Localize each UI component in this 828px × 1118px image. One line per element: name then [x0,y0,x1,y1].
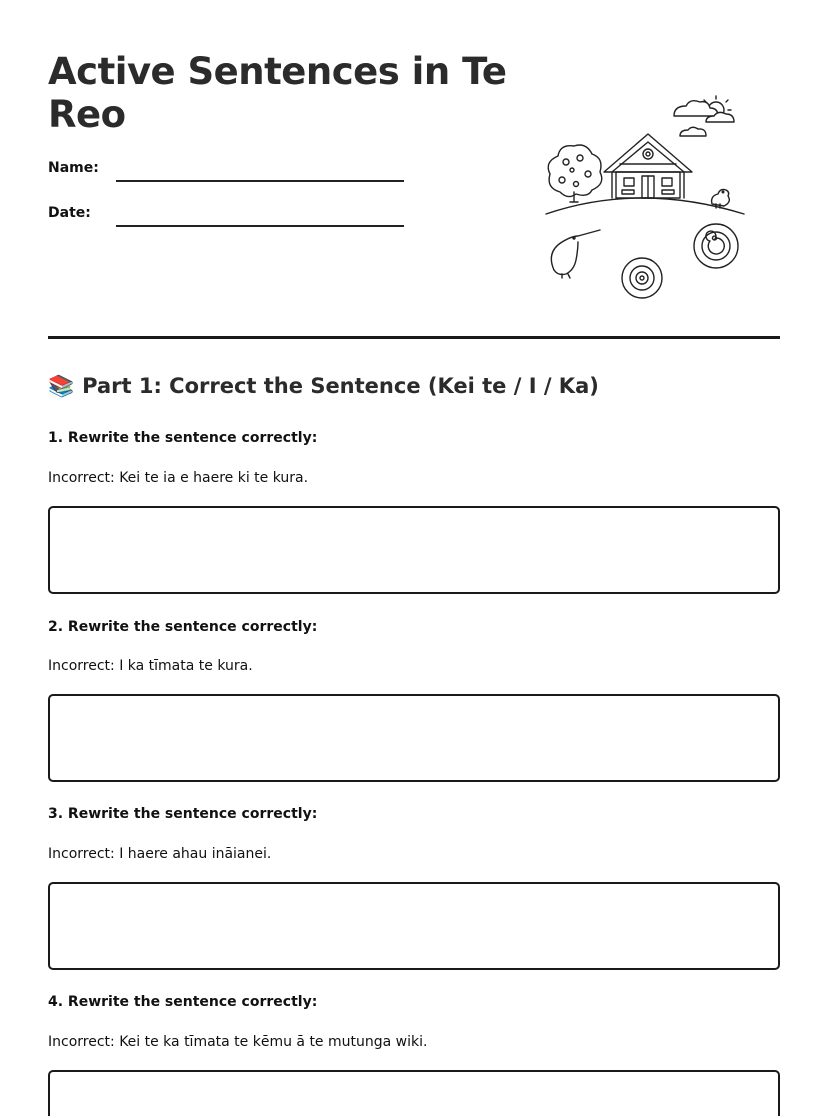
question-1-answer-box[interactable] [48,506,780,594]
name-input-line[interactable] [116,180,404,182]
question-2-answer-box[interactable] [48,694,780,782]
marae-landscape-illustration [540,92,750,304]
books-icon: 📚 [48,374,75,398]
question-2-incorrect: Incorrect: I ka tīmata te kura. [48,658,253,674]
question-3-incorrect: Incorrect: I haere ahau ināianei. [48,846,272,862]
sun-cloud-icon [674,96,734,136]
bird-icon [712,190,730,209]
date-label: Date: [48,205,91,221]
section-divider [48,336,780,339]
part1-heading-text: Part 1: Correct the Sentence (Kei te / I / Ka) [82,374,599,398]
kiwi-icon [551,230,600,278]
date-input-line[interactable] [116,225,404,227]
question-4-incorrect: Incorrect: Kei te ka tīmata te kēmu ā te mutunga wiki. [48,1034,428,1050]
tree-icon [548,145,602,202]
spiral-shell-icon [622,224,738,298]
question-1-incorrect: Incorrect: Kei te ia e haere ki te kura. [48,470,309,486]
page-title: Active Sentences in Te Reo [48,50,507,136]
name-label: Name: [48,160,99,176]
question-4-title: 4. Rewrite the sentence correctly: [48,994,318,1010]
part1-heading [48,374,599,399]
wharenui-house-icon [604,134,692,198]
question-2-title: 2. Rewrite the sentence correctly: [48,619,318,635]
question-3-answer-box[interactable] [48,882,780,970]
question-1-title: 1. Rewrite the sentence correctly: [48,430,318,446]
question-4-answer-box[interactable] [48,1070,780,1116]
question-3-title: 3. Rewrite the sentence correctly: [48,806,318,822]
